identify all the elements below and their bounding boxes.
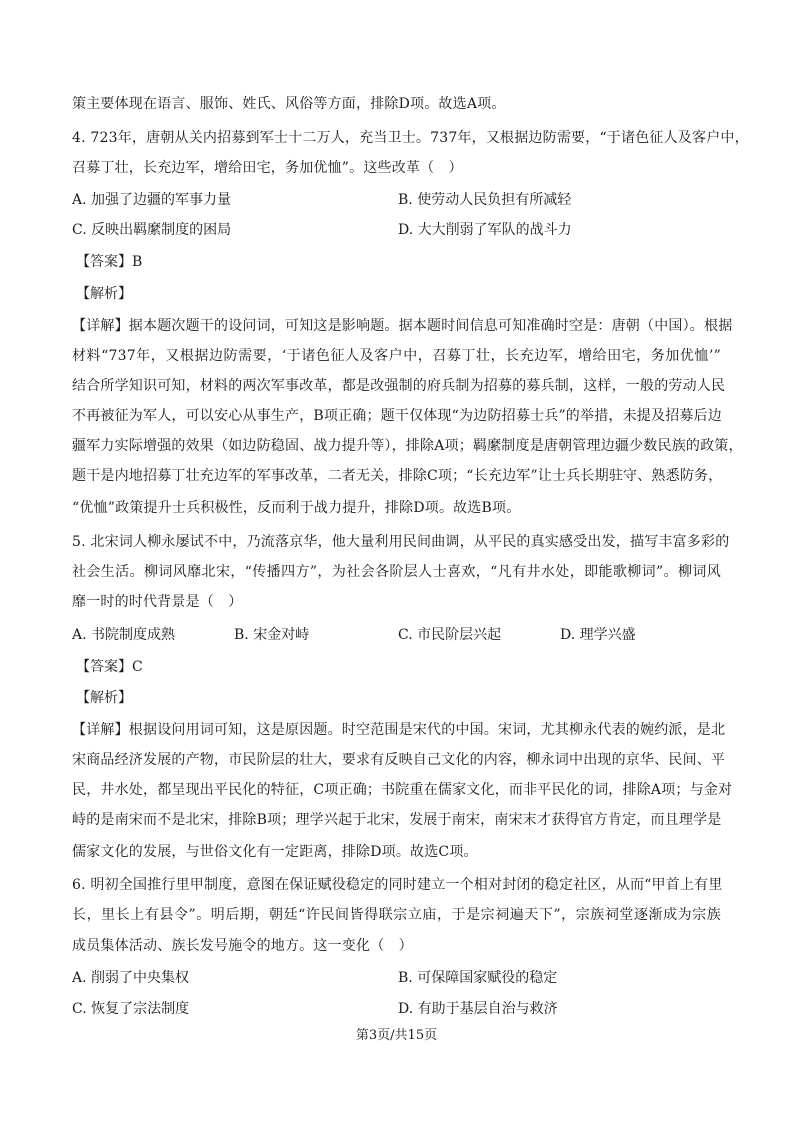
- answer-label: 【答案】C: [76, 659, 143, 675]
- explanation-line: 【详解】根据设问用词可知，这是原因题。时空范围是宋代的中国。宋词，尤其柳永代表的婉约派，是北: [72, 722, 726, 738]
- question-4-stem: 召募丁壮，长充边军，增给田宅，务加优恤”。这些改革（ ）: [72, 160, 463, 176]
- explanation-line: 峙的是南宋而不是北宋，排除B项；理学兴起于北宋，发展于南宋，南宋末才获得官方肯定，而且理学是: [72, 812, 722, 828]
- option-b: B. 可保障国家赋役的稳定: [398, 970, 558, 986]
- explanation-line: 儒家文化的发展，与世俗文化有一定距离，排除D项。故选C项。: [72, 844, 478, 860]
- question-6-stem: 长，里长上有县令”。明后期，朝廷“许民间皆得联宗立庙，于是宗祠遍天下”，宗族祠堂逐渐成为宗族: [72, 907, 721, 923]
- explanation-line: 题干是内地招募丁壮充边军的军事改革，二者无关，排除C项；“长充边军”让士兵长期驻守、熟悉防务，: [72, 468, 723, 484]
- explanation-line: 宋商品经济发展的产物，市民阶层的壮大，要求有反映自己文化的内容，柳永词中出现的京华、民间、平: [72, 752, 726, 768]
- option-d: D. 大大削弱了军队的战斗力: [398, 222, 572, 238]
- option-d: D. 有助于基层自治与救济: [398, 1001, 558, 1017]
- question-4-stem: 4. 723年，唐朝从关内招募到军士十二万人，充当卫士。737年，又根据边防需要，“于诸色征人及客户中，: [72, 130, 749, 146]
- explanation-line: 疆军力实际增强的效果（如边防稳固、战力提升等），排除A项；羁縻制度是唐朝管理边疆少数民族的政策，: [72, 438, 743, 454]
- question-6-stem: 6. 明初全国推行里甲制度，意图在保证赋役稳定的同时建立一个相对封闭的稳定社区，从而“甲首上有里: [72, 877, 723, 893]
- explanation-line: 结合所学知识可知，材料的两次军事改革，都是改强制的府兵制为招募的募兵制，这样，一般的劳动人民: [72, 378, 726, 394]
- question-6-stem: 成员集体活动、族长发号施令的地方。这一变化（ ）: [72, 938, 413, 954]
- explanation-line: 民，井水处，都呈现出平民化的特征，C项正确；书院重在儒家文化，而非平民化的词，排除A项；与金对: [72, 782, 733, 798]
- text-line: 策主要体现在语言、服饰、姓氏、风俗等方面，排除D项。故选A项。: [72, 96, 506, 112]
- page-number-footer: 第3页/共15页: [355, 1028, 438, 1043]
- question-5-stem: 5. 北宋词人柳永屡试不中，乃流落京华，他大量利用民间曲调，从平民的真实感受出发，描写丰富多彩的: [72, 534, 730, 550]
- option-b: B. 使劳动人民负担有所减轻: [398, 192, 572, 208]
- explanation-line: 【详解】据本题次题干的设问词，可知这是影响题。据本题时间信息可知准确时空是：唐朝（中国）。根据: [72, 318, 733, 334]
- explanation-line: 材料“737年，又根据边防需要，‘于诸色征人及客户中，召募丁壮，长充边军，增给田宅，务加优恤’”: [72, 348, 721, 364]
- option-a: A. 加强了边疆的军事力量: [72, 192, 232, 208]
- option-c: C. 市民阶层兴起: [398, 627, 502, 643]
- answer-label: 【答案】B: [76, 254, 143, 270]
- option-a: A. 削弱了中央集权: [72, 970, 190, 986]
- question-5-stem: 社会生活。柳词风靡北宋，“传播四方”，为社会各阶层人士喜欢，“凡有井水处，即能歌柳词”。柳词风: [72, 564, 721, 580]
- explanation-line: “优恤”政策提升士兵积极性，反而利于战力提升，排除D项。故选B项。: [72, 500, 521, 516]
- option-b: B. 宋金对峙: [234, 627, 310, 643]
- analysis-label: 【解析】: [76, 286, 132, 302]
- option-a: A. 书院制度成熟: [72, 627, 176, 643]
- explanation-line: 不再被征为军人，可以安心从事生产，B项正确；题干仅体现“为边防招募士兵”的举措，未提及招募后边: [72, 408, 722, 424]
- analysis-label: 【解析】: [76, 690, 132, 706]
- option-d: D. 理学兴盛: [560, 627, 636, 643]
- option-c: C. 反映出羁縻制度的困局: [72, 222, 232, 238]
- option-c: C. 恢复了宗法制度: [72, 1001, 190, 1017]
- question-5-stem: 靡一时的时代背景是（ ）: [72, 594, 243, 610]
